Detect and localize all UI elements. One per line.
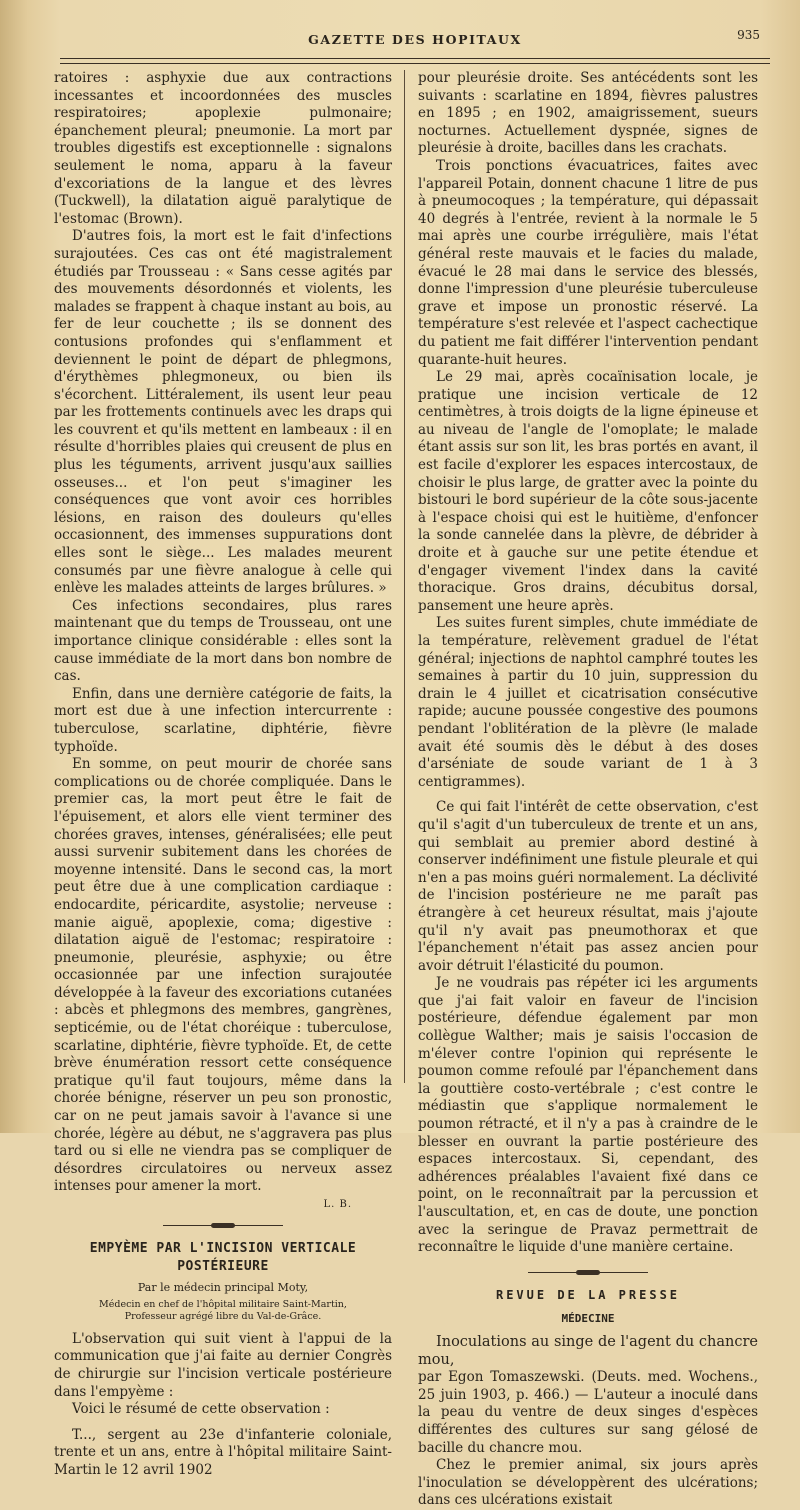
- paragraph: pour pleurésie droite. Ses antécédents sont les suivants : scarlatine en 1894, fièvres palustres en 1895 ; en 1902, amaigrissement, sueurs nocturnes. Actuellement dyspnée, signes de pleurésie à droite, bacilles dans les crachats.: [418, 70, 758, 157]
- section-title: REVUE DE LA PRESSE: [495, 1287, 681, 1302]
- paragraph: Les suites furent simples, chute immédiate de la température, relèvement graduel de l'état général; injections de naphtol camphré toutes les semaines à partir du 10 juin, suppression du drain le 4 juillet et cicatrisation consécutive rapide; aucune poussée congestive des poumons pendant l'oblitération de la plèvre (le malade avait été soumis dès le début à des doses d'arséniate de soude variant de 1 à 3 centigrammes).: [418, 615, 758, 790]
- item-title: Inoculations au singe de l'agent du chancre mou,: [418, 1333, 758, 1368]
- header-rule: [60, 58, 770, 64]
- author-signature: L. B.: [323, 1199, 352, 1210]
- paragraph: Le 29 mai, après cocaïnisation locale, je pratique une incision verticale de 12 centimètres, à trois doigts de la ligne épineuse et au niveau de l'angle de l'omoplate; le malade étant assis sur son lit, les bras portés en avant, il est facile d'explorer les espaces intercostaux, de choisir le plus large, de gratter avec la pointe du bistouri le bord supérieur de la côte sous-jacente à l'espace choisi qui est le huitième, d'enfoncer la sonde cannelée dans la plèvre, de débrider à droite et à gauche sur une petite étendue et d'engager vivement l'index dans la cavité thoracique. Gros drains, décubitus dorsal, pansement une heure après.: [418, 369, 758, 614]
- paragraph: Je ne voudrais pas répéter ici les arguments que j'ai fait valoir en faveur de l'incision postérieure, défendue également par mon collègue Walther; mais je saisis l'occasion de m'élever contre l'opinion qui représente le poumon comme refoulé par l'épanchement dans la gouttière costo-vertébrale ; c'est contre le médiastin que s'applique normalement le poumon rétracté, et il n'y a pas à craindre de le blesser en ouvrant la partie postérieure des espaces intercostaux. Si, cependant, des adhérences préalables l'avaient fixé dans ce point, on le reconnaîtrait par la percussion et l'auscultation, et, en cas de doute, une ponction avec la seringue de Pravaz permettrait de reconnaître le liquide d'une manière certaine.: [418, 975, 758, 1256]
- column-divider: [404, 70, 405, 1083]
- paragraph: ratoires : asphyxie due aux contractions incessantes et incoordonnées des muscles respiratoires; apoplexie pulmonaire; épanchement pleural; pneumonie. La mort par troubles digestifs est exceptionnelle : signalons seulement le noma, apparu à la faveur d'excoriations de la langue et des lèvres (Tuckwell), la dilatation aiguë paralytique de l'estomac (Brown).: [54, 70, 392, 227]
- left-column: [54, 70, 392, 1478]
- paragraph: L'observation qui suit vient à l'appui de la communication que j'ai faite au dernier Congrès de chirurgie sur l'incision verticale postérieure dans l'empyème :: [54, 1330, 392, 1400]
- paragraph: Voici le résumé de cette observation :: [72, 1401, 330, 1418]
- paragraph: Chez le premier animal, six jours après l'inoculation se développèrent des ulcérations; dans ces ulcérations existait: [418, 1457, 758, 1509]
- paragraph: par Egon Tomaszewski. (Deuts. med. Wochens., 25 juin 1903, p. 466.) — L'auteur a inoculé dans la peau du ventre de deux singes d'espèces différentes des cultures sur sang gélosé de bacille du chancre mou.: [418, 1369, 758, 1456]
- paragraph: Ce qui fait l'intérêt de cette observation, c'est qu'il s'agit d'un tuberculeux de trente et un ans, qui semblait au premier abord destiné à conserver indéfiniment une fistule pleurale et qui n'en a pas moins guéri normalement. La déclivité de l'incision postérieure ne me paraît pas étrangère à cet heureux résultat, mais j'ajoute qu'il n'y avait pas pneumothorax et que l'épanchement n'était pas assez ancien pour avoir détruit l'élasticité du poumon.: [418, 799, 758, 974]
- journal-title: GAZETTE DES HOPITAUX: [308, 32, 522, 47]
- affiliation-line: Médecin en chef de l'hôpital militaire Saint-Martin,: [99, 1298, 347, 1310]
- separator-ornament: [163, 1222, 283, 1230]
- paragraph: Trois ponctions évacuatrices, faites avec l'appareil Potain, donnent chacune 1 litre de pus à pneumocoques ; la température, qui dépassait 40 degrés à l'entrée, revient à la normale le 5 mai après une courbe irrégulière, mais l'état général reste mauvais et le facies du malade, évacué le 28 mai dans le service des blessés, donne l'impression d'une pleurésie tuberculeuse grave et impose un pronostic réservé. La température s'est relevée et l'aspect cachectique du patient me fait différer l'intervention pendant quarante-huit heures.: [418, 157, 758, 368]
- paragraph: D'autres fois, la mort est le fait d'infections surajoutées. Ces cas ont été magistralement étudiés par Trousseau : « Sans cesse agités par des mouvements désordonnés et violents, les malades se frappent à chaque instant au bois, au fer de leur couchette ; ils se donnent des contusions profondes qui s'enflamment et deviennent le point de départ de phlegmons, d'érythèmes phlegmoneux, ou bien ils s'écorchent. Littéralement, ils usent leur peau par les frottements continuels avec les draps qui les couvrent et qu'ils mettent en lambeaux : il en résulte d'horribles plaies qui creusent de plus en plus les téguments, arrivent jusqu'aux saillies osseuses... et l'on peut s'imaginer les conséquences que vont avoir ces horribles lésions, en raison des douleurs qu'elles occasionnent, des immenses suppurations dont elles sont le siège... Les malades meurent consumés par une fièvre analogue à celle qui enlève les malades atteints de larges brûlures. »: [54, 228, 392, 597]
- separator-ornament: [528, 1269, 648, 1277]
- page-header: [60, 26, 770, 56]
- paragraph: Ces infections secondaires, plus rares maintenant que du temps de Trousseau, ont une importance clinique considérable : elles sont la cause immédiate de la mort dans bon nombre de cas.: [54, 597, 392, 685]
- paragraph: Enfin, dans une dernière catégorie de faits, la mort est due à une infection intercurrente : tuberculose, scarlatine, diphtérie, fièvre typhoïde.: [54, 685, 392, 755]
- subsection-title: MÉDECINE: [561, 1312, 615, 1326]
- page-number: 935: [737, 28, 760, 42]
- article-title: EMPYÈME PAR L'INCISION VERTICALE POSTÉRIEURE: [89, 1241, 357, 1274]
- affiliation-line: Professeur agrégé libre du Val-de-Grâce.: [124, 1310, 322, 1322]
- article-byline: Par le médecin principal Moty,: [137, 1281, 309, 1295]
- author-affiliation: [54, 1299, 392, 1323]
- right-column: [418, 70, 758, 1509]
- paragraph: En somme, on peut mourir de chorée sans complications ou de chorée compliquée. Dans le premier cas, la mort peut être le fait de l'épuisement, et alors elle vient terminer des chorées graves, intenses, généralisées; elle peut aussi survenir subitement dans les chorées de moyenne intensité. Dans le second cas, la mort peut être due à une complication cardiaque : endocardite, péricardite, asystolie; nerveuse : manie aiguë, apoplexie, coma; digestive : dilatation aiguë de l'estomac; respiratoire : pneumonie, pleurésie, asphyxie; ou être occasionnée par une infection surajoutée développée à la faveur des excoriations cutanées : abcès et phlegmons des membres, gangrènes, septicémie, ou de l'état choréique : tuberculose, scarlatine, diphtérie, fièvre typhoïde. Et, de cette brève énumération ressort cette conséquence pratique qu'il faut toujours, même dans la chorée bénigne, réserver un peu son pronostic, car on ne peut jamais savoir à l'avance si une chorée, légère au début, ne s'aggravera pas plus tard ou si elle ne viendra pas se compliquer de désordres circulatoires ou nerveux assez intenses pour amener la mort.: [54, 756, 392, 1195]
- paragraph: T..., sergent au 23e d'infanterie coloniale, trente et un ans, entre à l'hôpital militaire Saint-Martin le 12 avril 1902: [54, 1426, 392, 1478]
